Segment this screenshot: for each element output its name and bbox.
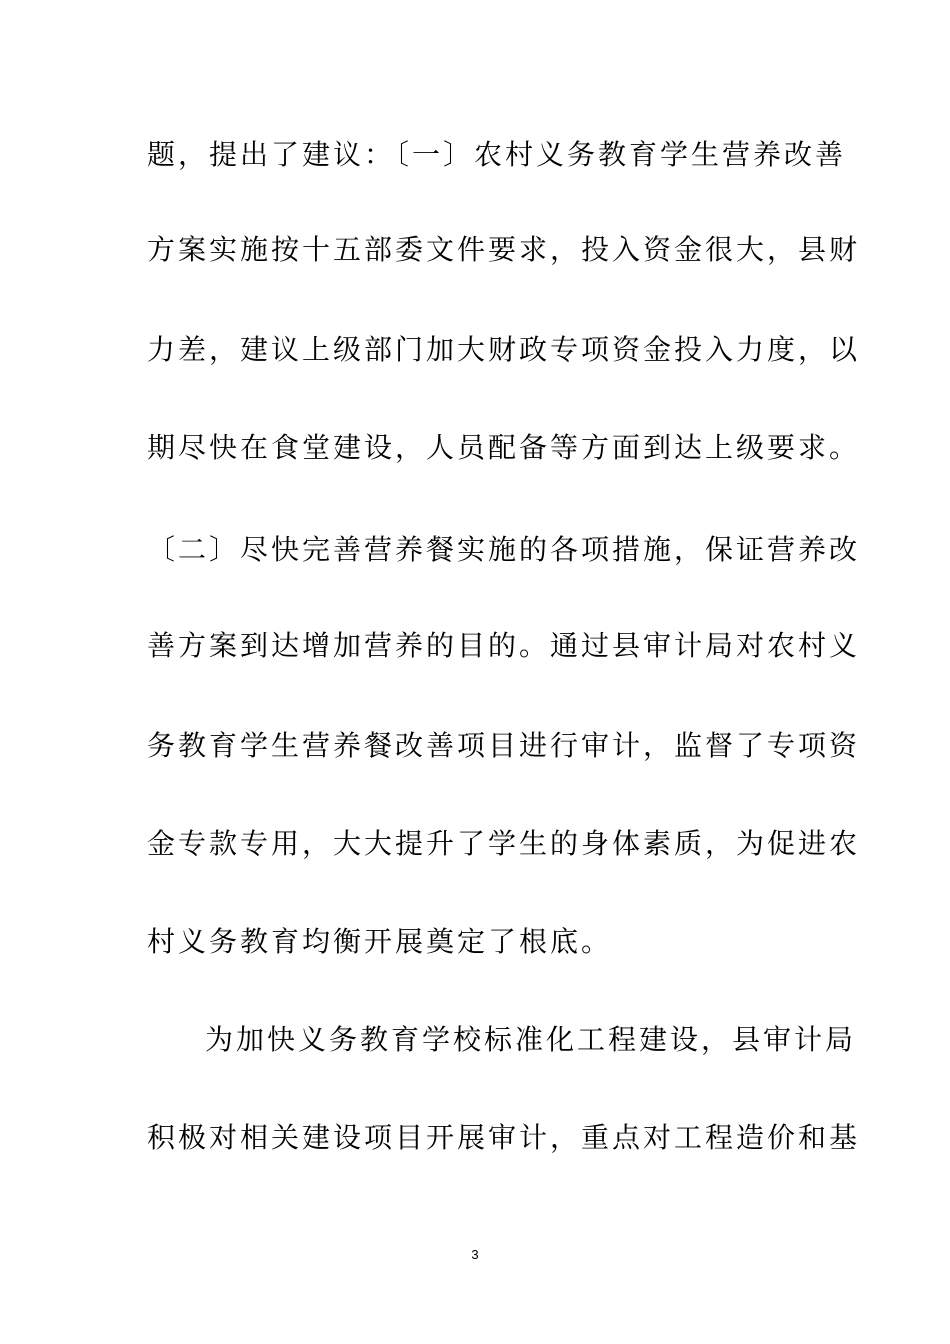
paragraph-first-line: 为加快义务教育学校标准化工程建设，县审计局: [205, 1023, 857, 1056]
body-text-line: 〔二〕尽快完善营养餐实施的各项措施，保证营养改: [147, 533, 861, 566]
body-text-line: 方案实施按十五部委文件要求，投入资金很大，县财: [147, 233, 861, 266]
body-text-line: 积极对相关建设项目开展审计，重点对工程造价和基: [147, 1121, 861, 1154]
body-text-line: 村义务教育均衡开展奠定了根底。: [147, 925, 613, 958]
body-text-line: 力差，建议上级部门加大财政专项资金投入力度，以: [147, 333, 861, 366]
body-text-line: 题，提出了建议：〔一〕农村义务教育学生营养改善: [147, 138, 847, 171]
body-text-line: 金专款专用，大大提升了学生的身体素质，为促进农: [147, 827, 861, 860]
page-number: 3: [471, 1247, 479, 1262]
body-text-line: 期尽快在食堂建设，人员配备等方面到达上级要求。: [147, 431, 861, 464]
body-text-line: 务教育学生营养餐改善项目进行审计，监督了专项资: [147, 729, 861, 762]
body-text-line: 善方案到达增加营养的目的。通过县审计局对农村义: [147, 629, 861, 662]
